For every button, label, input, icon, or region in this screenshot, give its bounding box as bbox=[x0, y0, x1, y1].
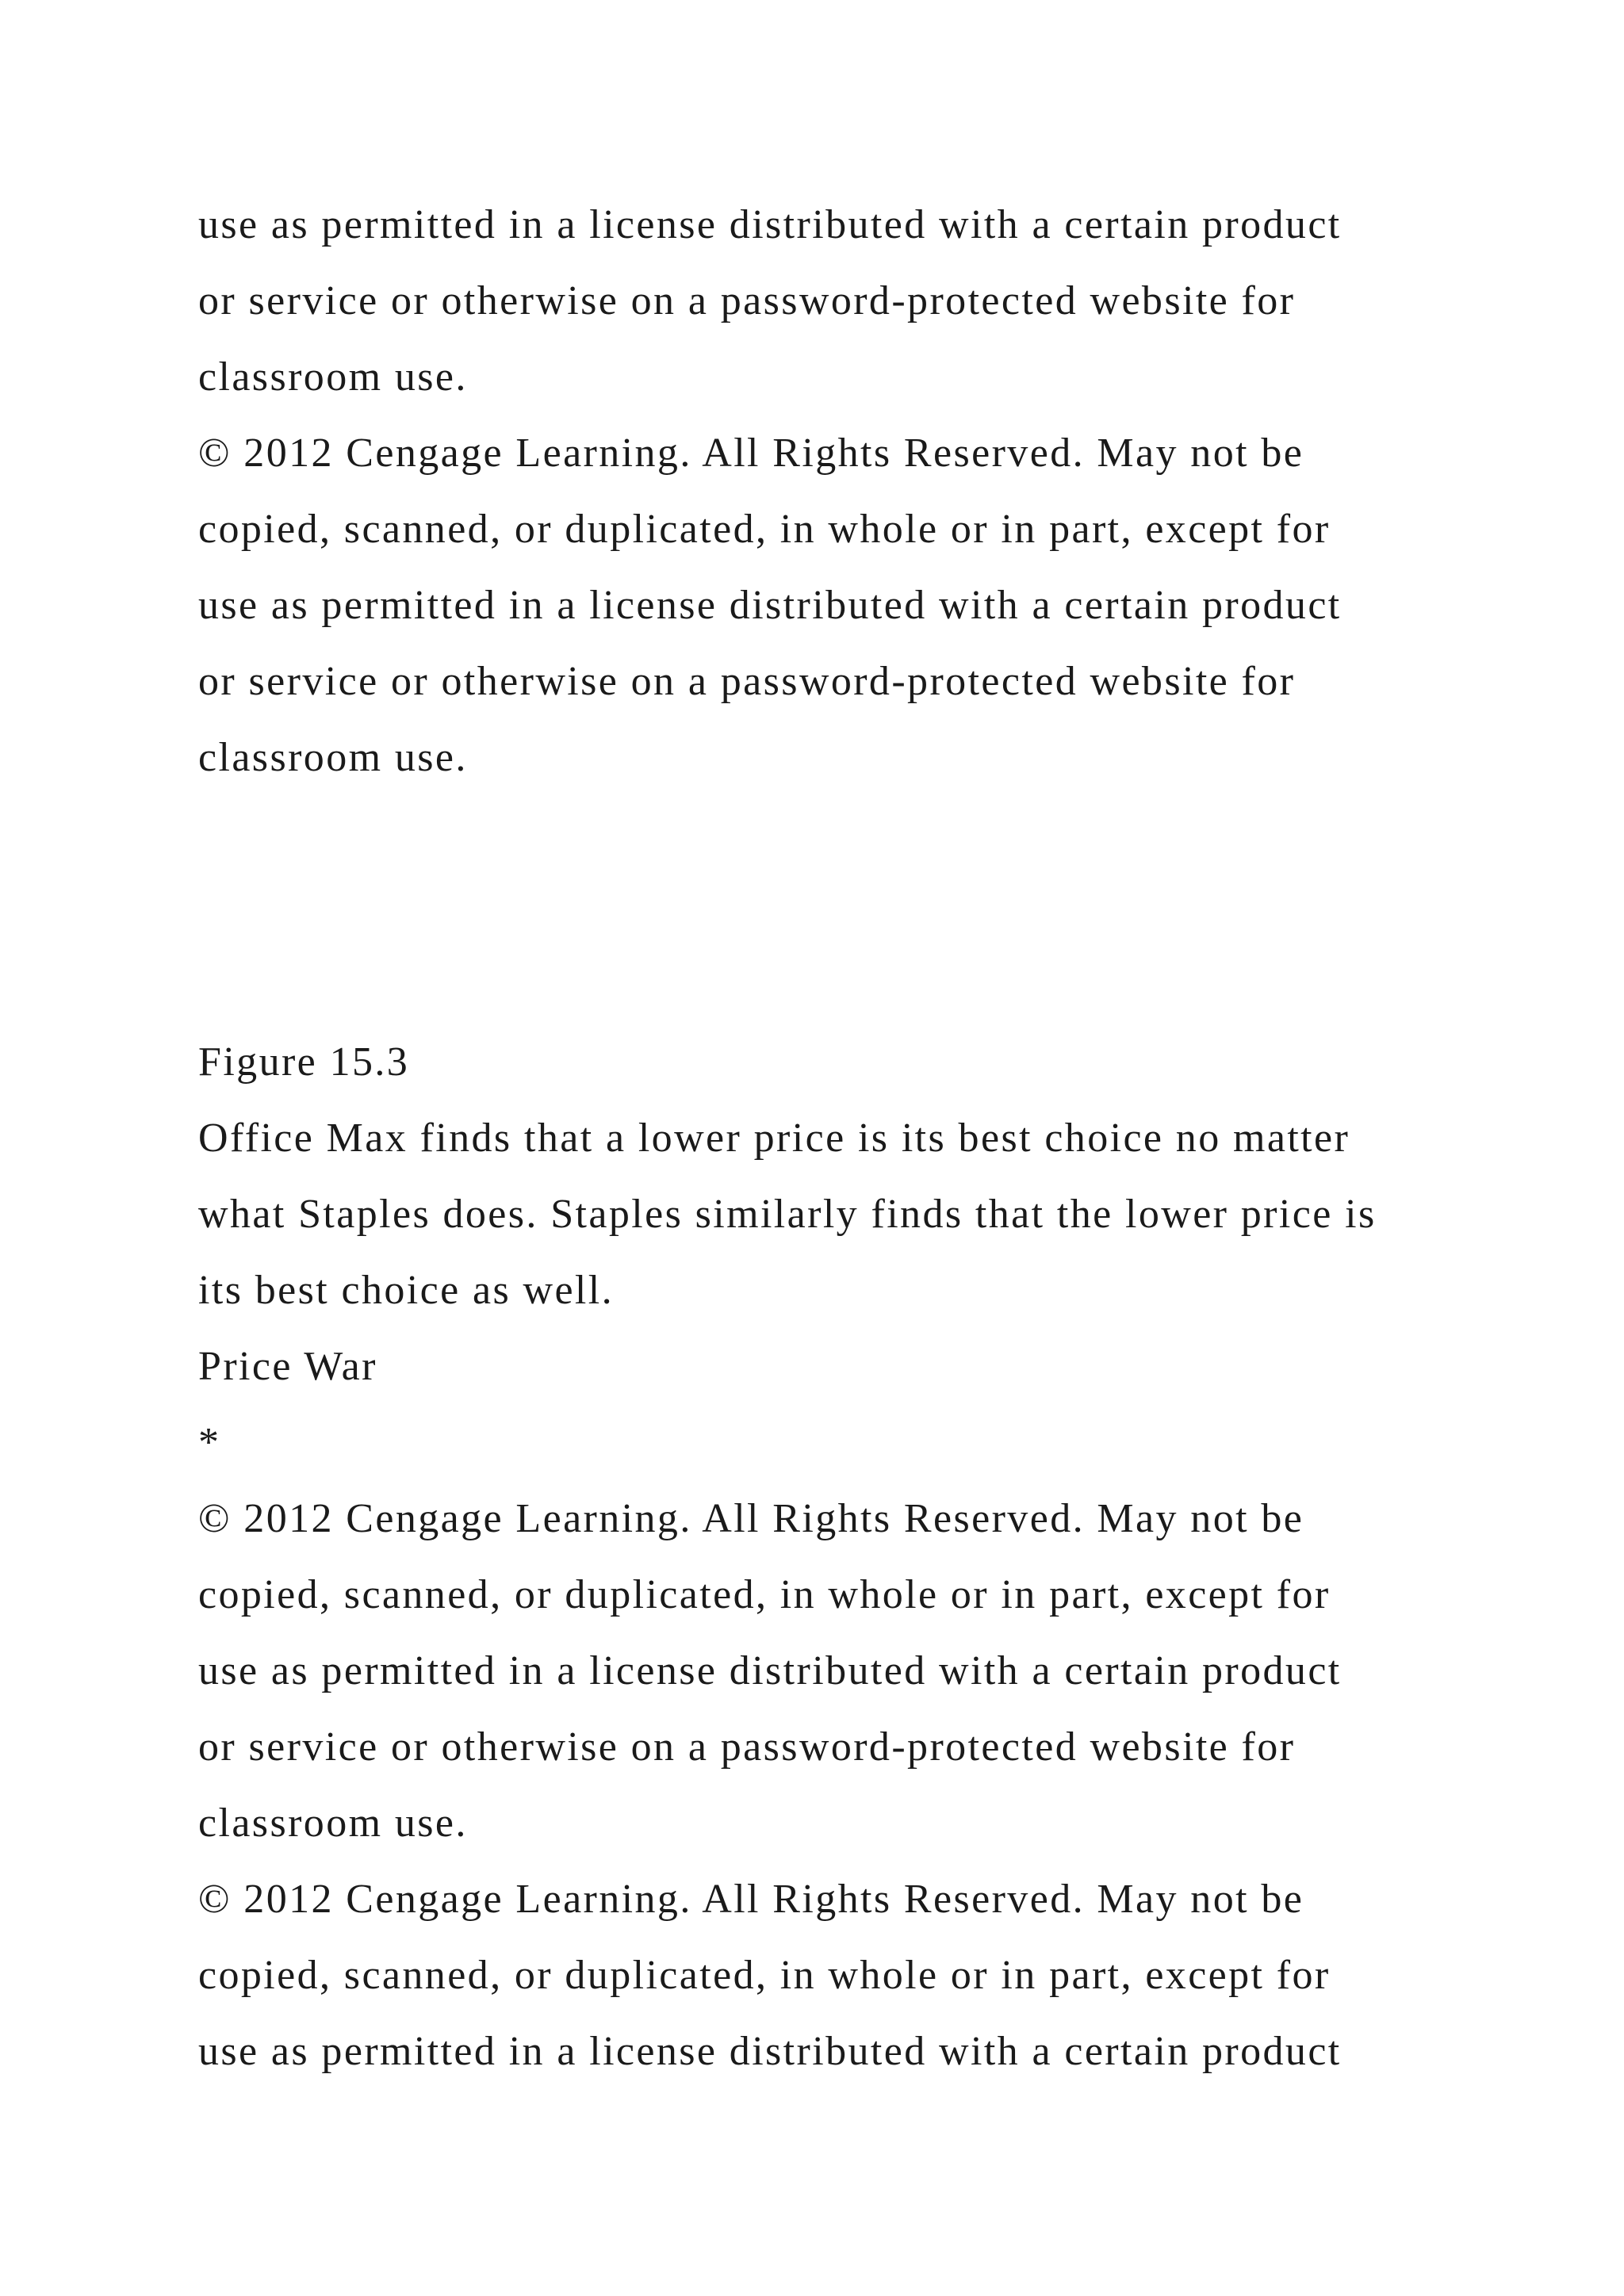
text-line: use as permitted in a license distributed with a certain product bbox=[198, 1648, 1342, 1693]
text-line: or service or otherwise on a password-protected website for bbox=[198, 659, 1296, 704]
document-page bbox=[198, 0, 1610, 2296]
figure-caption-line: its best choice as well. bbox=[198, 1268, 615, 1313]
text-line: copied, scanned, or duplicated, in whole or in part, except for bbox=[198, 1572, 1331, 1617]
text-line: copied, scanned, or duplicated, in whole or in part, except for bbox=[198, 507, 1331, 552]
text-line: classroom use. bbox=[198, 354, 468, 400]
asterisk-marker: * bbox=[198, 1420, 221, 1465]
copyright-line: © 2012 Cengage Learning. All Rights Reserved. May not be bbox=[198, 430, 1304, 476]
figure-caption-line: what Staples does. Staples similarly finds that the lower price is bbox=[198, 1192, 1377, 1237]
text-line: use as permitted in a license distributed with a certain product bbox=[198, 583, 1342, 628]
text-line: or service or otherwise on a password-protected website for bbox=[198, 1724, 1296, 1770]
copyright-line: © 2012 Cengage Learning. All Rights Reserved. May not be bbox=[198, 1877, 1304, 1922]
figure-caption-line: Office Max finds that a lower price is its best choice no matter bbox=[198, 1115, 1350, 1161]
text-line: classroom use. bbox=[198, 1800, 468, 1846]
figure-title: Price War bbox=[198, 1344, 377, 1389]
text-line: or service or otherwise on a password-protected website for bbox=[198, 278, 1296, 323]
text-line: use as permitted in a license distributed with a certain product bbox=[198, 2029, 1342, 2074]
text-line: classroom use. bbox=[198, 735, 468, 780]
figure-label: Figure 15.3 bbox=[198, 1039, 410, 1085]
copyright-line: © 2012 Cengage Learning. All Rights Reserved. May not be bbox=[198, 1496, 1304, 1541]
text-line: use as permitted in a license distributed with a certain product bbox=[198, 202, 1342, 247]
text-line: copied, scanned, or duplicated, in whole or in part, except for bbox=[198, 1953, 1331, 1998]
